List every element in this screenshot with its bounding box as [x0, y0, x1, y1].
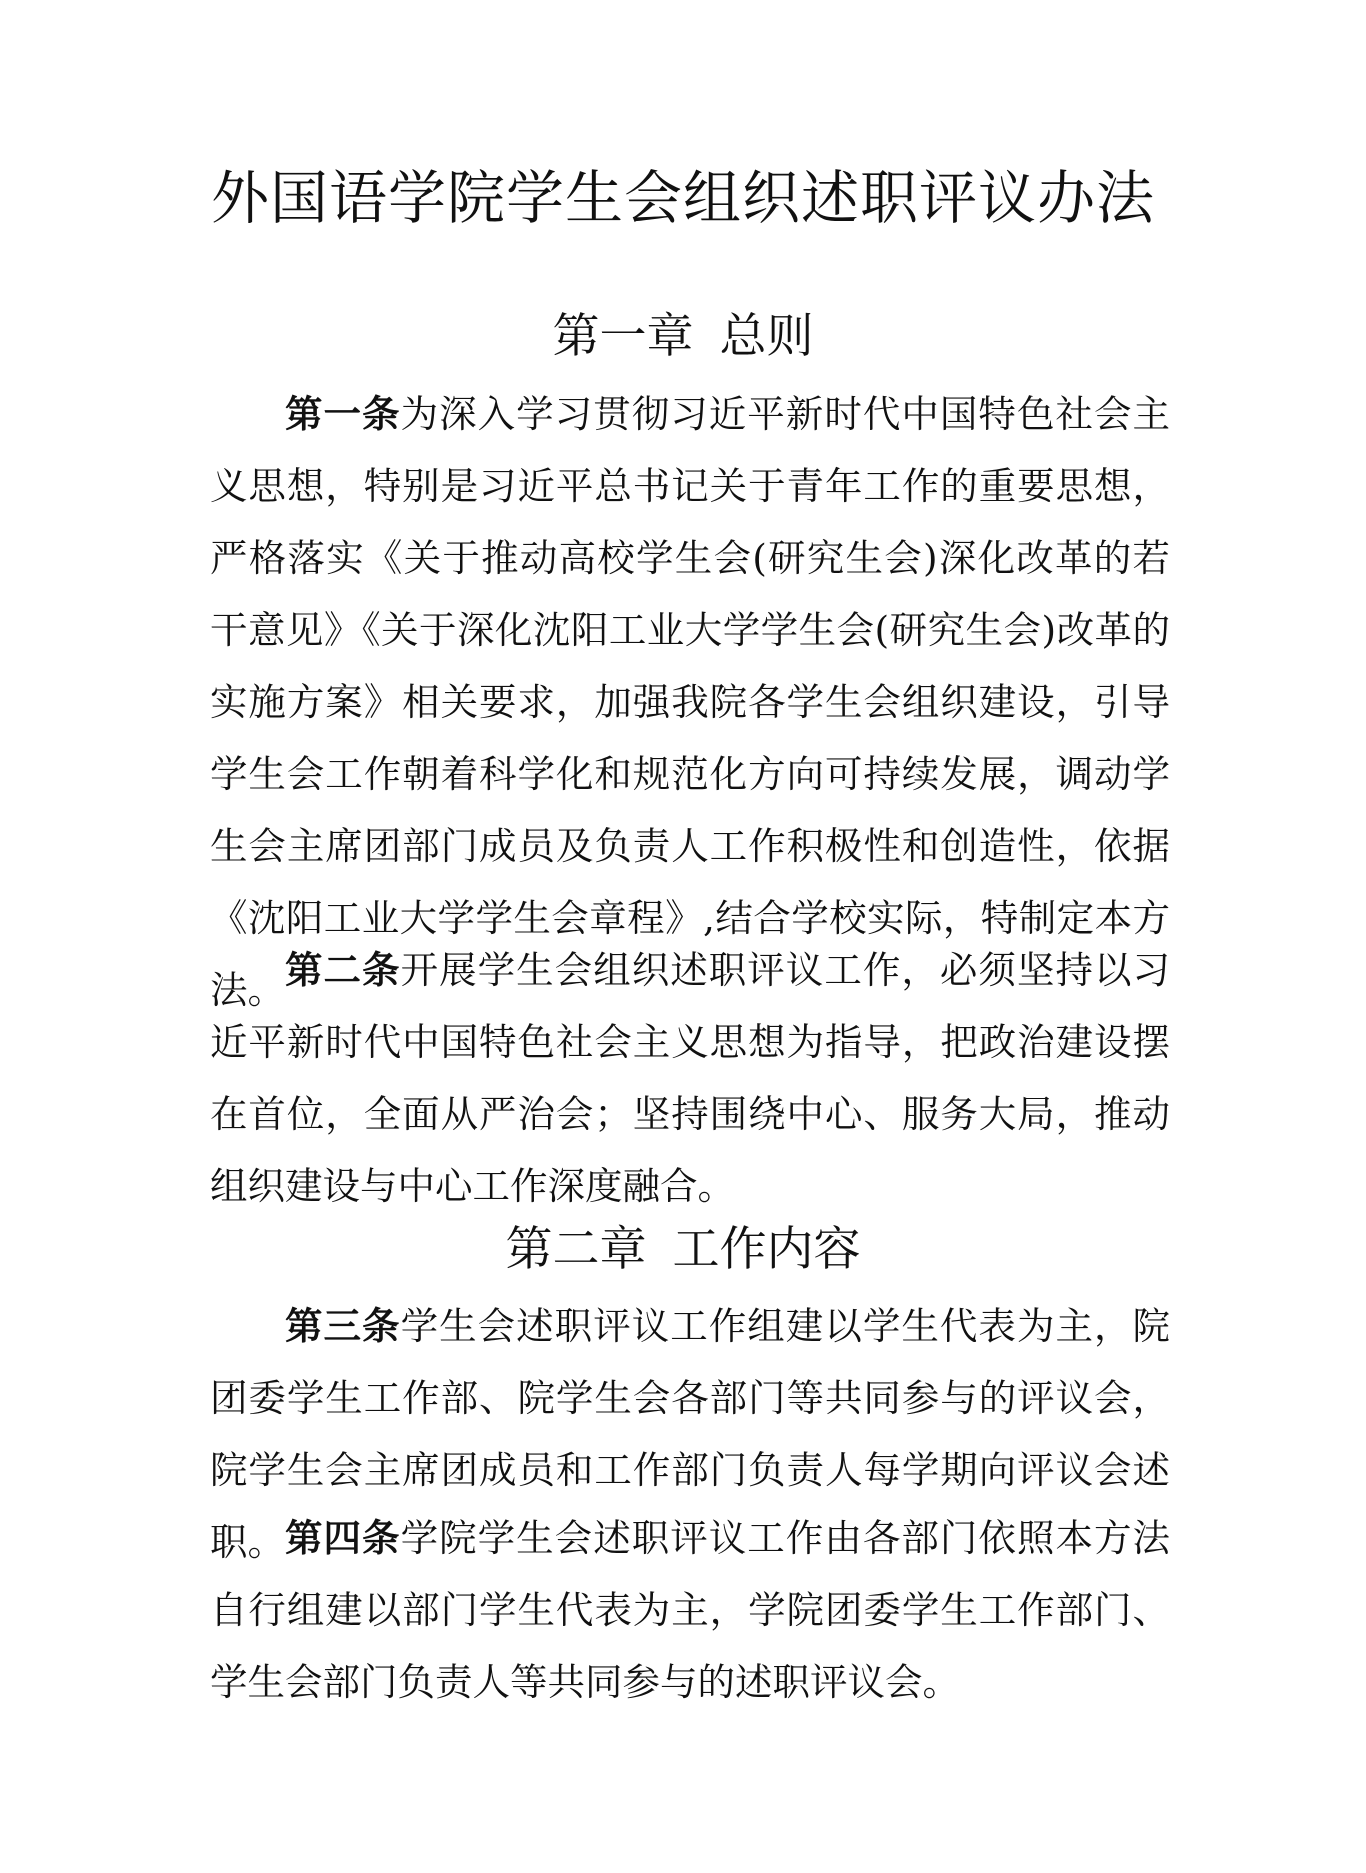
article-number: 第二条	[285, 948, 401, 992]
chapter-number: 第二章	[505, 1222, 647, 1277]
article-text: 学生会述职评议工作组建以学生代表为主，院团委学生工作部、院学生会各部门等共同参与的评议会，院学生会主席团成员和工作部门负责人每学期向评议会述职。	[210, 1304, 1171, 1564]
chapter-number: 第一章	[552, 309, 694, 364]
article-text: 学院学生会述职评议工作由各部门依照本方法自行组建以部门学生代表为主，学院团委学生工作部门、学生会部门负责人等共同参与的述职评议会。	[210, 1516, 1171, 1704]
article-paragraph	[210, 378, 1170, 1026]
chapter-heading	[0, 1218, 1366, 1282]
chapter-heading	[0, 305, 1366, 369]
chapter-name: 总则	[719, 309, 814, 364]
article-paragraph	[210, 934, 1170, 1222]
article-text: 开展学生会组织述职评议工作，必须坚持以习近平新时代中国特色社会主义思想为指导，把政治建设摆在首位，全面从严治会；坚持围绕中心、服务大局，推动组织建设与中心工作深度融合。	[210, 948, 1171, 1208]
article-number: 第四条	[285, 1516, 401, 1560]
article-paragraph	[210, 1502, 1170, 1718]
document-title: 外国语学院学生会组织述职评议办法	[210, 164, 1155, 232]
article-number: 第一条	[285, 392, 401, 436]
article-text: 为深入学习贯彻习近平新时代中国特色社会主义思想，特别是习近平总书记关于青年工作的重要思想，严格落实《关于推动高校学生会(研究生会)深化改革的若干意见》《关于深化沈阳工业大学学生会(研究生会)改革的实施方案》相关要求，加强我院各学生会组织建设，引导学生会工作朝着科学化和规范化方向可持续发展，调动学生会主席团部门成员及负责人工作积极性和创造性，依据《沈阳工业大学学生会章程》,结合学校实际，特制定本方法。	[210, 392, 1171, 1012]
chapter-name: 工作内容	[672, 1222, 861, 1277]
article-number: 第三条	[285, 1304, 401, 1348]
